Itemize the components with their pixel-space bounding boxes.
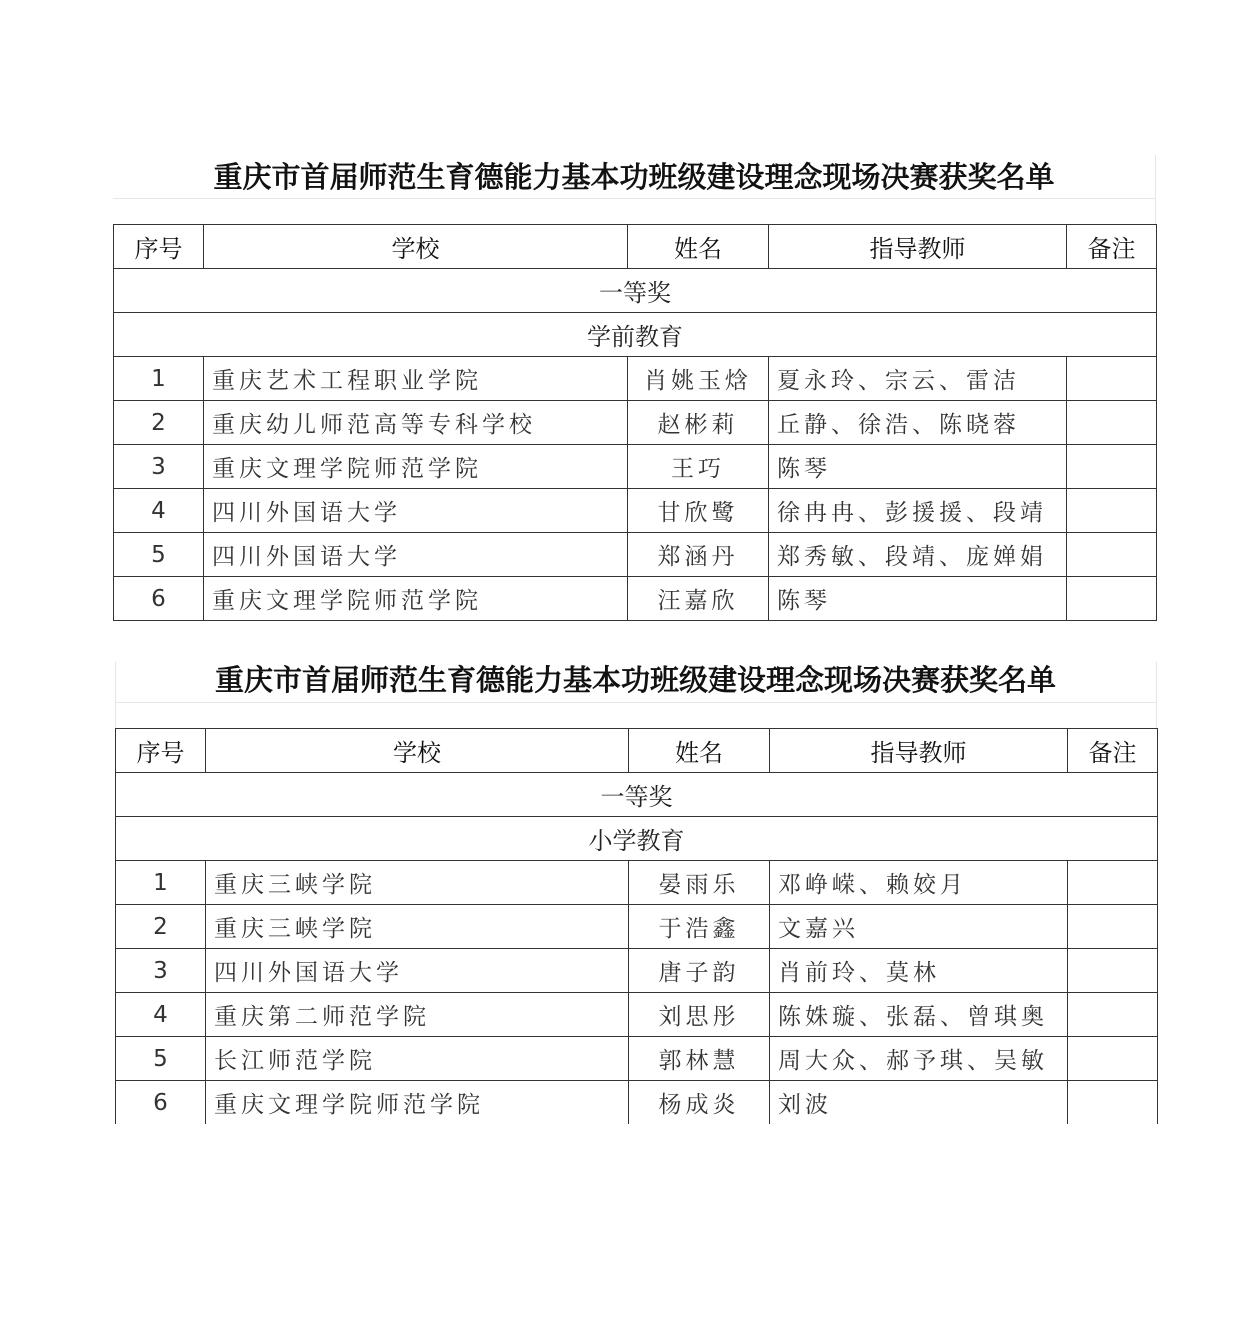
category-label: 小学教育 [116,817,1158,861]
table-row [116,861,1158,905]
row-name: 晏雨乐 [629,861,770,905]
row-teacher: 陈琴 [769,577,1067,621]
row-seq: 1 [114,357,204,401]
row-teacher: 文嘉兴 [770,905,1068,949]
row-seq: 2 [114,401,204,445]
header-note: 备注 [1067,225,1157,269]
row-name: 唐子韵 [629,949,770,993]
row-seq: 3 [116,949,206,993]
row-note [1068,1081,1158,1125]
row-teacher: 徐冉冉、彭援援、段靖 [769,489,1067,533]
row-teacher: 邓峥嵘、赖姣月 [770,861,1068,905]
header-school: 学校 [206,729,629,773]
row-seq: 5 [114,533,204,577]
row-school: 四川外国语大学 [204,489,628,533]
header-teacher: 指导教师 [769,225,1067,269]
row-name: 于浩鑫 [629,905,770,949]
row-school: 重庆第二师范学院 [206,993,629,1037]
sheet-title: 重庆市首届师范生育德能力基本功班级建设理念现场决赛获奖名单 [213,160,1055,194]
header-school: 学校 [204,225,628,269]
row-teacher: 夏永玲、宗云、雷洁 [769,357,1067,401]
row-school: 重庆三峡学院 [206,861,629,905]
prize-label: 一等奖 [114,269,1157,313]
table-row [116,949,1158,993]
row-teacher: 丘静、徐浩、陈晓蓉 [769,401,1067,445]
row-note [1068,993,1158,1037]
table-row [116,905,1158,949]
row-teacher: 郑秀敏、段靖、庞婵娟 [769,533,1067,577]
header-row [116,729,1158,773]
row-school: 重庆文理学院师范学院 [204,577,628,621]
row-name: 甘欣鹭 [628,489,769,533]
row-school: 四川外国语大学 [204,533,628,577]
title-frame-right [1156,662,1157,728]
sheet-title: 重庆市首届师范生育德能力基本功班级建设理念现场决赛获奖名单 [214,663,1056,697]
row-seq: 4 [114,489,204,533]
row-note [1068,949,1158,993]
row-note [1068,1037,1158,1081]
row-school: 长江师范学院 [206,1037,629,1081]
row-school: 重庆文理学院师范学院 [206,1081,629,1125]
row-name: 肖姚玉焓 [628,357,769,401]
table-row [116,1037,1158,1081]
row-name: 杨成炎 [629,1081,770,1125]
category-label: 学前教育 [114,313,1157,357]
header-name: 姓名 [629,729,770,773]
header-seq: 序号 [114,225,204,269]
row-teacher: 陈琴 [769,445,1067,489]
award-table [115,728,1158,1124]
row-seq: 3 [114,445,204,489]
category-row [116,817,1158,861]
prize-row [116,773,1158,817]
row-name: 郑涵丹 [628,533,769,577]
row-seq: 5 [116,1037,206,1081]
table-row [116,993,1158,1037]
row-seq: 4 [116,993,206,1037]
row-name: 刘思彤 [629,993,770,1037]
row-school: 重庆三峡学院 [206,905,629,949]
header-seq: 序号 [116,729,206,773]
row-name: 赵彬莉 [628,401,769,445]
row-seq: 1 [116,861,206,905]
row-teacher: 刘波 [770,1081,1068,1125]
row-note [1068,861,1158,905]
header-name: 姓名 [628,225,769,269]
prize-label: 一等奖 [116,773,1158,817]
row-seq: 2 [116,905,206,949]
row-school: 重庆艺术工程职业学院 [204,357,628,401]
header-teacher: 指导教师 [770,729,1068,773]
row-name: 郭林慧 [629,1037,770,1081]
row-seq: 6 [116,1081,206,1125]
row-school: 重庆文理学院师范学院 [204,445,628,489]
row-seq: 6 [114,577,204,621]
row-name: 王巧 [628,445,769,489]
row-school: 重庆幼儿师范高等专科学校 [204,401,628,445]
row-teacher: 陈姝璇、张磊、曾琪奥 [770,993,1068,1037]
row-name: 汪嘉欣 [628,577,769,621]
header-note: 备注 [1068,729,1158,773]
row-school: 四川外国语大学 [206,949,629,993]
row-note [1068,905,1158,949]
title-rule [115,702,1156,703]
row-teacher: 肖前玲、莫林 [770,949,1068,993]
table-row [116,1081,1158,1125]
row-teacher: 周大众、郝予琪、吴敏 [770,1037,1068,1081]
